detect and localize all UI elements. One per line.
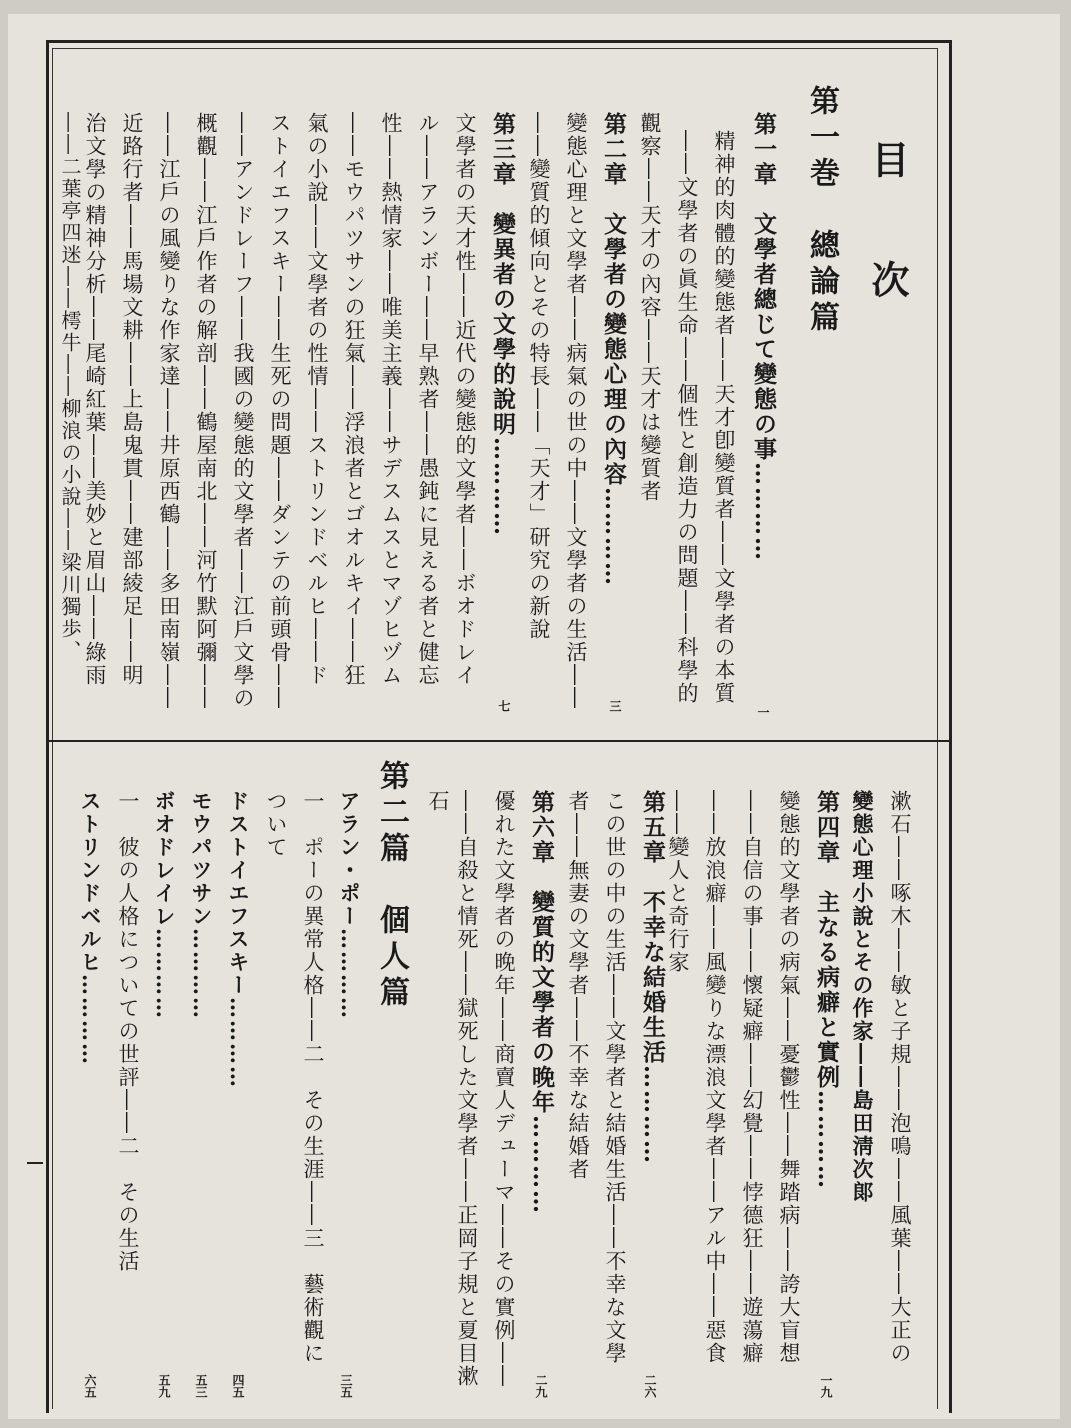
- toc-line: 優れた文學者の晚年――商賣人デューマ――その實例――: [492, 790, 516, 1388]
- toc-entry-maupassant: モウパツサン…………: [189, 790, 214, 1020]
- toc-line: 變態的文學者の病氣――憂鬱性――舞踏病――誇大盲想: [777, 790, 801, 1365]
- page-title: 目次: [865, 140, 910, 300]
- toc-line: ――江戶の風變りな作家達――井原西鶴――多田南嶺――: [157, 112, 181, 710]
- toc-line: ル――アランボー――早熟者――愚鈍に見える者と健忘: [416, 112, 440, 687]
- toc-line: この世の中の生活――文學者と結婚生活――不幸な文學: [603, 790, 627, 1365]
- toc-line: 石: [426, 790, 450, 813]
- toc-line: 治文學の精神分析――尾崎紅葉――美妙と眉山――綠雨: [83, 112, 107, 687]
- volume-heading: 第一巻 總論篇: [804, 85, 839, 337]
- chapter-3-heading: 第三章 變異者の文學的說明…………: [489, 112, 516, 537]
- chapter-6-heading: 第六章 變質的文學者の晚年…………: [528, 790, 555, 1215]
- toc-entry-baudelaire: ボオドレイレ…………: [152, 790, 177, 1020]
- chapter-1-heading: 第一章 文學者總じて變態の事…………: [750, 112, 777, 562]
- toc-line: 者――無妻の文學者――不幸な結婚者: [566, 790, 590, 1181]
- page-number: 五九: [157, 1374, 171, 1398]
- toc-line: 變態心理小說とその作家――島田淸次郞: [850, 790, 875, 1204]
- toc-line: 一 彼の人格についての世評――二 その生活: [116, 790, 140, 1273]
- toc-line: 觀察――天才の內容――天才は變質者: [638, 112, 662, 503]
- toc-line: ストイエフスキー――生死の問題――ダンテの前頭骨――: [268, 112, 292, 710]
- toc-line: ――アンドレーフ――我國の變態的文學者――江戶文學の: [231, 112, 255, 710]
- folio-mark: [27, 1162, 43, 1164]
- toc-line: 漱石――啄木――敏と子規――泡鳴――風葉――大正の: [888, 790, 912, 1365]
- toc-line: 變態心理と文學者――病氣の世の中――文學者の生活――: [564, 112, 588, 710]
- chapter-5-heading: 第五章 不幸な結婚生活…………: [639, 790, 666, 1165]
- toc-line: ついて: [264, 790, 288, 859]
- toc-line: 精神的肉體的變態者――天才卽變質者――文學者の本質: [712, 130, 736, 705]
- page-number: 四五: [231, 1374, 245, 1398]
- page-number: 五三: [194, 1374, 208, 1398]
- toc-line: 概觀――江戶作者の解剖――鶴屋南北――河竹默阿彌――: [194, 112, 218, 710]
- toc-line: ――文學者の眞生命――個性と創造力の問題――科學的: [675, 130, 699, 705]
- page-number: 一: [756, 706, 770, 718]
- toc-entry-strindberg: ストリンドベルヒ…………: [78, 790, 103, 1066]
- chapter-4-heading: 第四章 主なる病癖と實例…………: [813, 790, 840, 1190]
- toc-line: 性――熱情家――唯美主義――サデスムスとマゾヒヅム: [379, 112, 403, 687]
- toc-line: 氣の小說――文學者の性情――ストリンドベルヒ――ド: [305, 112, 329, 687]
- toc-line: ――自信の事――懷疑癖――幻覺――悖德狂――遊蕩癖: [740, 790, 764, 1365]
- page-number: 三: [608, 700, 622, 712]
- section-divider: [46, 740, 949, 742]
- toc-line: ――變人と奇行家: [666, 790, 690, 974]
- toc-entry-dostoevsky: ドストイエフスキー…………: [226, 790, 251, 1089]
- toc-line: ――變質的傾向とその特長――「天才」研究の新說: [527, 112, 551, 641]
- page-number: 三五: [339, 1374, 353, 1398]
- toc-line: ――モウパツサンの狂氣――浮浪者とゴオルキイ――狂: [342, 112, 366, 687]
- page-number: 二六: [643, 1374, 657, 1398]
- toc-line: ――放浪癖――風變りな漂浪文學者――アル中――惡食: [703, 790, 727, 1365]
- chapter-2-heading: 第二章 文學者の變態心理の內容…………: [600, 112, 627, 587]
- page-number: 二九: [534, 1374, 548, 1398]
- toc-line: 近路行者――馬場文耕――上島鬼貫――建部綾足――明: [120, 112, 144, 687]
- toc-line: ――二葉亭四迷――樗牛――柳浪の小說――梁川獨歩、: [58, 112, 82, 662]
- toc-line: 一 ポーの異常人格――二 その生涯――三 藝術觀に: [301, 790, 325, 1365]
- part-2-heading: 第二篇 個人篇: [374, 760, 409, 1012]
- page-number: 六五: [83, 1374, 97, 1398]
- page-number: 七: [497, 700, 511, 712]
- toc-line: 文學者の天才性――近代の變態的文學者――ボオドレイ: [453, 112, 477, 687]
- toc-entry-poe: アラン・ポー…………: [337, 790, 362, 1020]
- page-number: 一九: [819, 1374, 833, 1398]
- toc-line: ――自殺と情死――獄死した文學者――正岡子規と夏目漱: [455, 790, 479, 1388]
